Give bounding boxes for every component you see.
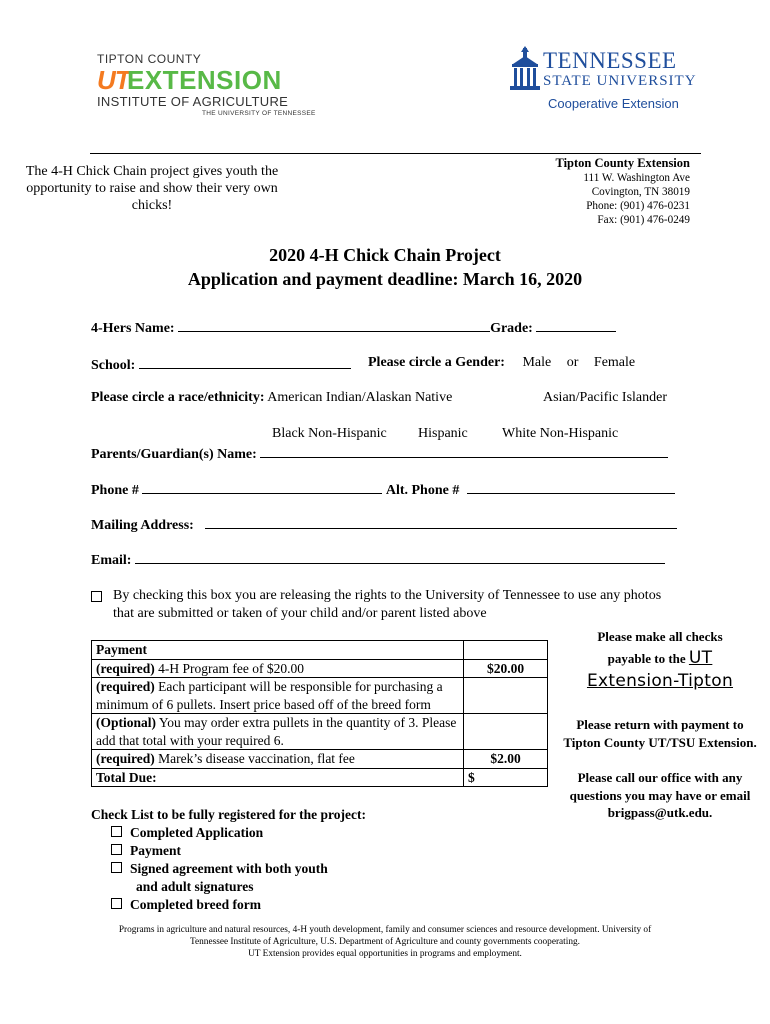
payment-row: [92, 714, 548, 750]
race-option-black[interactable]: Black Non-Hispanic: [272, 426, 387, 441]
school-label: School:: [91, 358, 136, 373]
tsu-cooperative-extension: Cooperative Extension: [548, 96, 679, 111]
logo-institute-text: INSTITUTE OF AGRICULTURE: [97, 94, 289, 109]
gender-row: [368, 355, 635, 371]
tsu-logo: [510, 46, 710, 114]
payment-item: [92, 750, 464, 769]
payment-item-text: 4-H Program fee of $20.00: [154, 660, 304, 676]
alt-phone-field[interactable]: [467, 480, 675, 494]
registration-checklist: [91, 806, 366, 914]
office-fax: Fax: (901) 476-0249: [597, 214, 690, 226]
gender-female[interactable]: Female: [593, 355, 636, 370]
gender-or: or: [566, 355, 579, 370]
checks-line1: Please make all checks: [597, 629, 723, 644]
race-option-hispanic[interactable]: Hispanic: [418, 426, 468, 441]
payment-row: [92, 659, 548, 678]
checklist-item-continued: and adult signatures: [136, 879, 254, 894]
checklist-item: [91, 824, 366, 842]
office-address-line1: 111 W. Washington Ave: [583, 172, 690, 184]
logo-ut-mark: UT: [97, 65, 130, 95]
page-subtitle: Application and payment deadline: March 16, 2020: [187, 269, 583, 289]
checklist-checkbox[interactable]: [111, 898, 122, 909]
name-label: 4-Hers Name:: [91, 321, 175, 336]
payment-item-tag: (Optional): [96, 715, 157, 730]
gender-male[interactable]: Male: [522, 355, 552, 370]
payment-item-text: Each participant will be responsible for purchasing a minimum of 6 pullets. Insert price based off of the breed form: [96, 679, 443, 712]
race-option-asian[interactable]: Asian/Pacific Islander: [543, 390, 668, 405]
email-row: [91, 550, 665, 569]
tsu-name: TENNESSEE: [543, 48, 677, 73]
payment-header-row: [92, 641, 548, 660]
checklist-item: [91, 896, 366, 914]
checks-note: [560, 628, 760, 691]
payment-item-text: You may order extra pullets in the quantity of 3. Please add that total with your required 6.: [96, 715, 457, 748]
checklist-title: Check List to be fully registered for the project:: [91, 807, 366, 822]
payment-item: [92, 678, 464, 714]
office-name: Tipton County Extension: [555, 156, 690, 170]
footer-line1: Programs in agriculture and natural resources, 4-H youth development, family and consumer sciences and resource development. University of: [118, 925, 652, 935]
payee-line: Extension-Tipton: [586, 671, 734, 691]
alt-phone-label: Alt. Phone #: [385, 483, 460, 498]
race-label: Please circle a race/ethnicity:: [91, 390, 265, 405]
checklist-checkbox[interactable]: [111, 826, 122, 837]
photo-release-text: By checking this box you are releasing the rights to the University of Tennessee to use any photos that are submitted or taken of your child and/or parent listed above: [113, 588, 662, 621]
logo-university-text: THE UNIVERSITY OF TENNESSEE: [202, 110, 316, 117]
footer-line2: Tennessee Institute of Agriculture, U.S. Department of Agriculture and county governments cooperating.: [190, 937, 580, 947]
mailing-label: Mailing Address:: [91, 518, 194, 533]
office-phone: Phone: (901) 476-0231: [586, 200, 690, 212]
race-option-american-indian[interactable]: American Indian/Alaskan Native: [267, 390, 453, 405]
race-row: [91, 390, 452, 406]
checklist-item-label: Payment: [130, 843, 181, 858]
checklist-checkbox[interactable]: [111, 862, 122, 873]
email-field[interactable]: [135, 550, 665, 564]
payment-total-label: Total Due:: [92, 768, 464, 787]
checklist-item-label: Signed agreement with both youth: [130, 861, 328, 876]
payment-amount[interactable]: $2.00: [464, 750, 548, 769]
checklist-item-label: Completed Application: [130, 825, 264, 840]
phone-field[interactable]: [142, 480, 382, 494]
header-rule: [90, 153, 701, 154]
call-note: Please call our office with any questions you may have or email brigpass@utk.edu.: [569, 770, 751, 820]
photo-release: [91, 587, 681, 622]
school-row: [91, 355, 351, 374]
mailing-row: [91, 515, 677, 534]
payment-table: [91, 640, 548, 787]
tsu-building-icon: [510, 46, 540, 92]
checks-line2-text: payable to the: [607, 650, 686, 666]
ut-extension-logo: [97, 52, 327, 118]
checks-line2: [560, 647, 760, 668]
gender-label: Please circle a Gender:: [368, 355, 505, 370]
checklist-checkbox[interactable]: [111, 844, 122, 855]
payment-header: Payment: [92, 641, 464, 660]
payment-row: [92, 750, 548, 769]
payment-amount[interactable]: $20.00: [464, 659, 548, 678]
photo-release-checkbox[interactable]: [91, 591, 102, 602]
payment-row: [92, 678, 548, 714]
payment-amount[interactable]: [464, 714, 548, 750]
checklist-item: [91, 860, 366, 878]
payment-total-amount[interactable]: $: [464, 768, 548, 787]
payment-item: [92, 714, 464, 750]
grade-label: Grade:: [490, 321, 533, 336]
phone-label: Phone #: [91, 483, 139, 498]
checklist-item: [91, 842, 366, 860]
name-field[interactable]: [178, 318, 490, 332]
payment-amount[interactable]: [464, 678, 548, 714]
payment-item-tag: (required): [96, 679, 155, 694]
office-address: [555, 155, 690, 227]
payment-total-row: [92, 768, 548, 787]
school-field[interactable]: [139, 355, 351, 369]
payment-item-text: Marek’s disease vaccination, flat fee: [154, 751, 355, 766]
intro-text: The 4-H Chick Chain project gives youth the opportunity to raise and show their very own chicks!: [25, 164, 279, 213]
tsu-state-university: STATE UNIVERSITY: [543, 73, 697, 89]
payment-item: [92, 659, 464, 678]
parents-row: [91, 444, 668, 463]
payment-item-tag: (required): [96, 660, 155, 676]
logo-extension-text: EXTENSION: [127, 65, 282, 95]
footer: [60, 924, 710, 960]
parents-field[interactable]: [260, 444, 668, 458]
name-row: [91, 318, 616, 337]
checklist-item-label: Completed breed form: [130, 897, 261, 912]
payee-ut: UT: [688, 647, 713, 668]
email-label: Email:: [91, 553, 132, 568]
return-note: Please return with payment to Tipton County UT/TSU Extension.: [563, 717, 757, 750]
grade-field[interactable]: [536, 318, 616, 332]
mailing-field[interactable]: [205, 515, 677, 529]
page-title: 2020 4-H Chick Chain Project: [269, 245, 501, 265]
phone-row: [91, 480, 675, 499]
office-address-line2: Covington, TN 38019: [591, 186, 690, 198]
parents-label: Parents/Guardian(s) Name:: [91, 447, 257, 462]
logo-county-text: TIPTON COUNTY: [97, 52, 202, 66]
payment-header-amount: [464, 641, 548, 660]
footer-line3: UT Extension provides equal opportunities in programs and employment.: [248, 949, 522, 959]
payment-item-tag: (required): [96, 751, 155, 766]
race-option-white[interactable]: White Non-Hispanic: [502, 426, 619, 441]
